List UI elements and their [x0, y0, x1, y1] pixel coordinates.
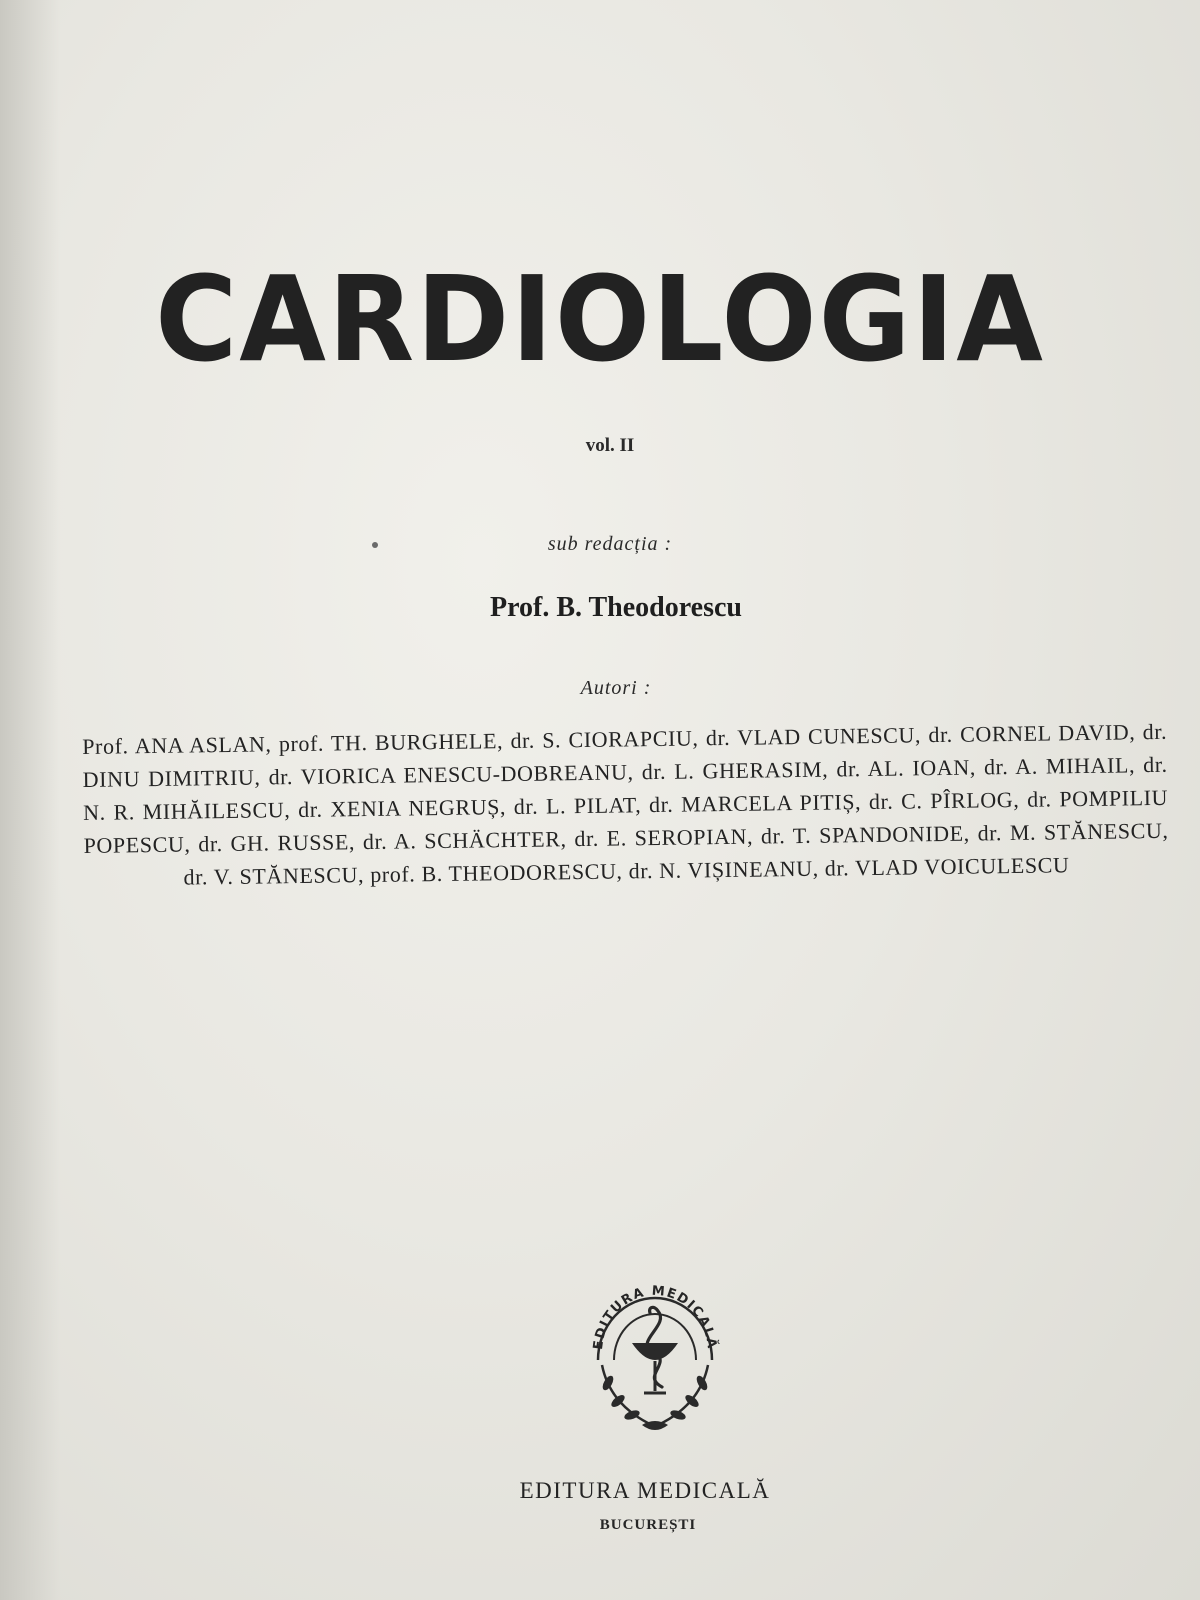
publisher-city: BUCUREȘTI: [599, 1517, 697, 1533]
book-title: CARDIOLOGIA: [155, 251, 1045, 389]
publisher-name: EDITURA MEDICALĂ: [519, 1478, 771, 1503]
page-fold-shadow: [0, 0, 60, 1600]
bowl-of-hygieia-icon: [580, 1265, 730, 1440]
authors-list: Prof. ANA ASLAN, prof. TH. BURGHELE, dr. S. CIORAPCIU, dr. VLAD CUNESCU, dr. CORNEL DAVID, dr. DINU DIMITRIU, dr. VIORICA ENESCU-DOBREANU, dr. L. GHERASIM, dr. AL. IOAN, dr. A. MIHAIL, dr. N. R. MIHĂILESCU, dr. XENIA NEGRUȘ, dr. L. PILAT, dr. MARCELA PITIȘ, dr. C. PÎRLOG, dr. POMPILIU POPESCU, dr. GH. RUSSE, dr. A. SCHÄCHTER, dr. E. SEROPIAN, dr. T. SPANDONIDE, dr. M. STĂNESCU, dr. V. STĂNESCU, prof. B. THEODORESCU, dr. N. VIȘINEANU, dr. VLAD VOICULESCU: [82, 718, 1169, 890]
editor-intro: sub redacția :: [547, 533, 673, 555]
svg-text:EDITURA MEDICALĂ: EDITURA MEDICALĂ: [590, 1283, 720, 1351]
authors-heading: Autori :: [580, 677, 652, 699]
editor-name: Prof. B. Theodorescu: [489, 592, 742, 623]
volume-label: vol. II: [585, 435, 635, 456]
